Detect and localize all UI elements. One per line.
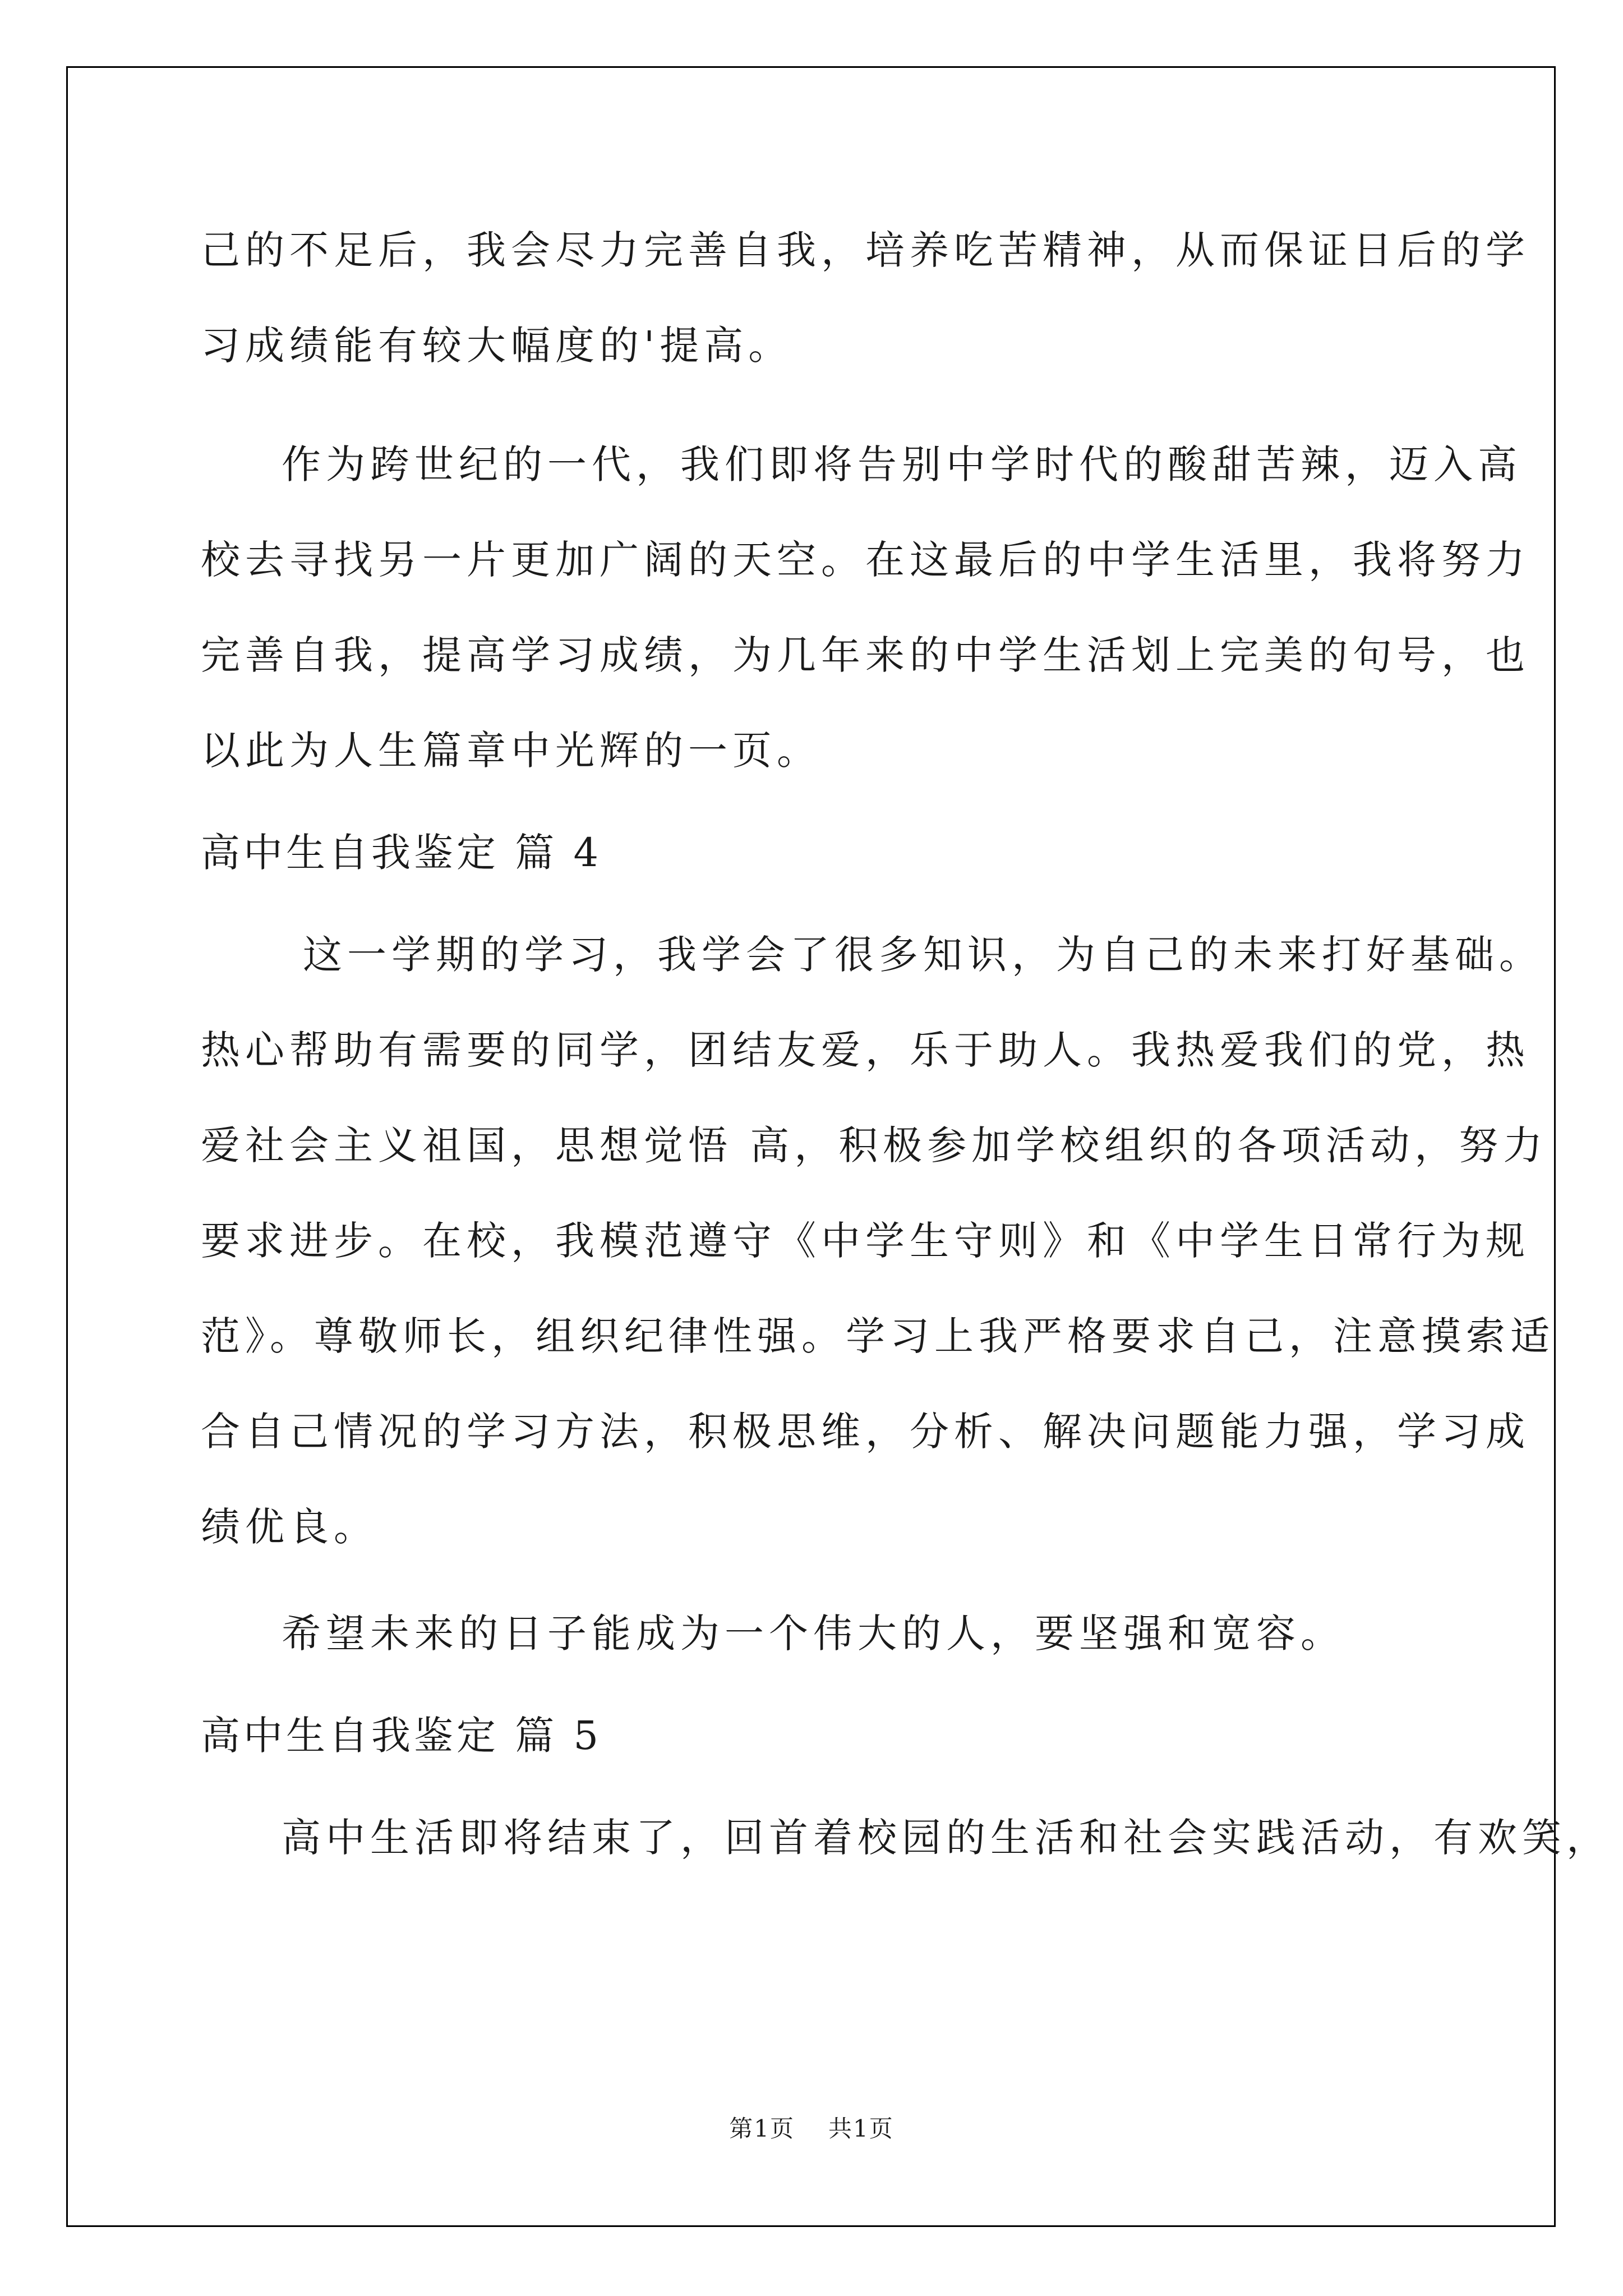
body-text-line: 校去寻找另一片更加广阔的天空。在这最后的中学生活里，我将努力 bbox=[201, 537, 1530, 583]
body-text-line: 绩优良。 bbox=[201, 1504, 378, 1550]
body-text-line: 合自己情况的学习方法，积极思维，分析、解决问题能力强，学习成 bbox=[201, 1409, 1530, 1455]
paragraph-first-line: 希望未来的日子能成为一个伟大的人，要坚强和宽容。 bbox=[282, 1611, 1345, 1657]
body-text-line: 完善自我，提高学习成绩，为几年来的中学生活划上完美的句号，也 bbox=[201, 632, 1530, 678]
paragraph-first-line: 作为跨世纪的一代，我们即将告别中学时代的酸甜苦辣，迈入高 bbox=[282, 441, 1522, 487]
body-text-line: 要求进步。在校，我模范遵守《中学生守则》和《中学生日常行为规 bbox=[201, 1218, 1530, 1264]
paragraph-first-line: 高中生活即将结束了，回首着校园的生活和社会实践活动，有欢笑， bbox=[282, 1815, 1611, 1861]
body-text-line: 爱社会主义祖国，思想觉悟 高，积极参加学校组织的各项活动，努力 bbox=[201, 1122, 1548, 1168]
page-total: 共1页 bbox=[828, 2115, 894, 2142]
section-heading: 高中生自我鉴定 篇 5 bbox=[201, 1713, 602, 1759]
section-heading: 高中生自我鉴定 篇 4 bbox=[201, 830, 602, 876]
paragraph-first-line: 这一学期的学习，我学会了很多知识，为自己的未来打好基础。 bbox=[303, 932, 1543, 978]
body-text-line: 己的不足后，我会尽力完善自我，培养吃苦精神，从而保证日后的学 bbox=[201, 227, 1530, 273]
body-text-line: 以此为人生篇章中光辉的一页。 bbox=[201, 728, 821, 774]
page-footer bbox=[0, 2115, 1623, 2143]
body-text-line: 习成绩能有较大幅度的'提高。 bbox=[201, 323, 793, 369]
page-number: 第1页 bbox=[729, 2115, 795, 2142]
body-text-line: 热心帮助有需要的同学，团结友爱，乐于助人。我热爱我们的党，热 bbox=[201, 1027, 1530, 1073]
body-text-line: 范》。尊敬师长，组织纪律性强。学习上我严格要求自己，注意摸索适 bbox=[201, 1313, 1555, 1359]
